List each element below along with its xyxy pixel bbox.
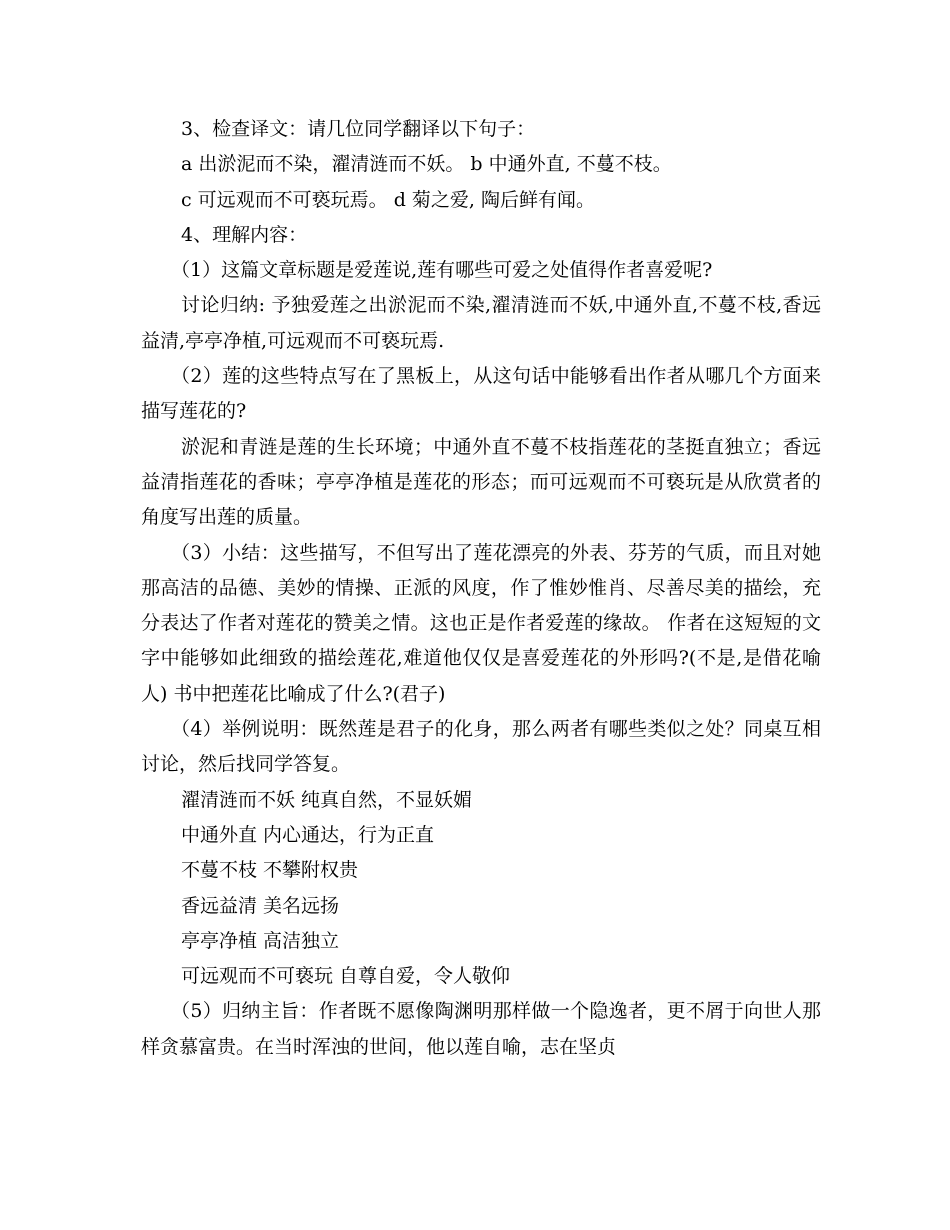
- question-4: （4）举例说明：既然莲是君子的化身，那么两者有哪些类似之处？同桌互相讨论，然后找同学答复。: [141, 718, 821, 776]
- comparison-item: 不蔓不枝 不攀附权贵: [181, 859, 359, 882]
- question-1: （1）这篇文章标题是爱莲说,莲有哪些可爱之处值得作者喜爱呢?: [171, 259, 713, 282]
- question-2: （2）莲的这些特点写在了黑板上，从这句话中能够看出作者从哪几个方面来描写莲花的?: [141, 365, 821, 423]
- answer-1: 讨论归纳: 予独爱莲之出淤泥而不染,濯清涟而不妖,中通外直,不蔓不枝,香远益清,亭亭净植,可远观而不可亵玩焉.: [141, 294, 821, 352]
- step-4-heading: 4、理解内容：: [181, 223, 308, 246]
- theme-summary-5: （5）归纳主旨：作者既不愿像陶渊明那样做一个隐逸者，更不屑于向世人那样贪慕富贵。在当时浑浊的世间，他以莲自喻，志在坚贞: [141, 1000, 821, 1058]
- comparison-item: 香远益清 美名远扬: [181, 894, 340, 917]
- sentences-a-b: a 出淤泥而不染，濯清涟而不妖。 b 中通外直, 不蔓不枝。: [181, 153, 672, 176]
- answer-2: 淤泥和青涟是莲的生长环境；中通外直不蔓不枝指莲花的茎挺直独立；香远益清指莲花的香味；亭亭净植是莲花的形态；而可远观而不可亵玩是从欣赏者的角度写出莲的质量。: [141, 435, 821, 529]
- step-3-heading: 3、检查译文：请几位同学翻译以下句子：: [181, 118, 536, 140]
- comparison-item: 亭亭净植 高洁独立: [181, 929, 340, 952]
- comparison-item: 中通外直 内心通达，行为正直: [181, 823, 435, 846]
- document-body: [141, 112, 821, 1065]
- summary-3: （3）小结：这些描写，不但写出了莲花漂亮的外表、芬芳的气质，而且对她那高洁的品德、美妙的情操、正派的风度，作了惟妙惟肖、尽善尽美的描绘，充分表达了作者对莲花的赞美之情。这也正是作者爱莲的缘故。 作者在这短短的文字中能够如此细致的描绘莲花,难道他仅仅是喜爱莲花的外形吗?(不是,是借花喻人) 书中把莲花比喻成了什么?(君子): [141, 541, 821, 705]
- sentences-c-d: c 可远观而不可亵玩焉。 d 菊之爱, 陶后鲜有闻。: [181, 188, 596, 211]
- comparison-item: 可远观而不可亵玩 自尊自爱，令人敬仰: [181, 965, 511, 988]
- comparison-item: 濯清涟而不妖 纯真自然，不显妖媚: [181, 788, 473, 811]
